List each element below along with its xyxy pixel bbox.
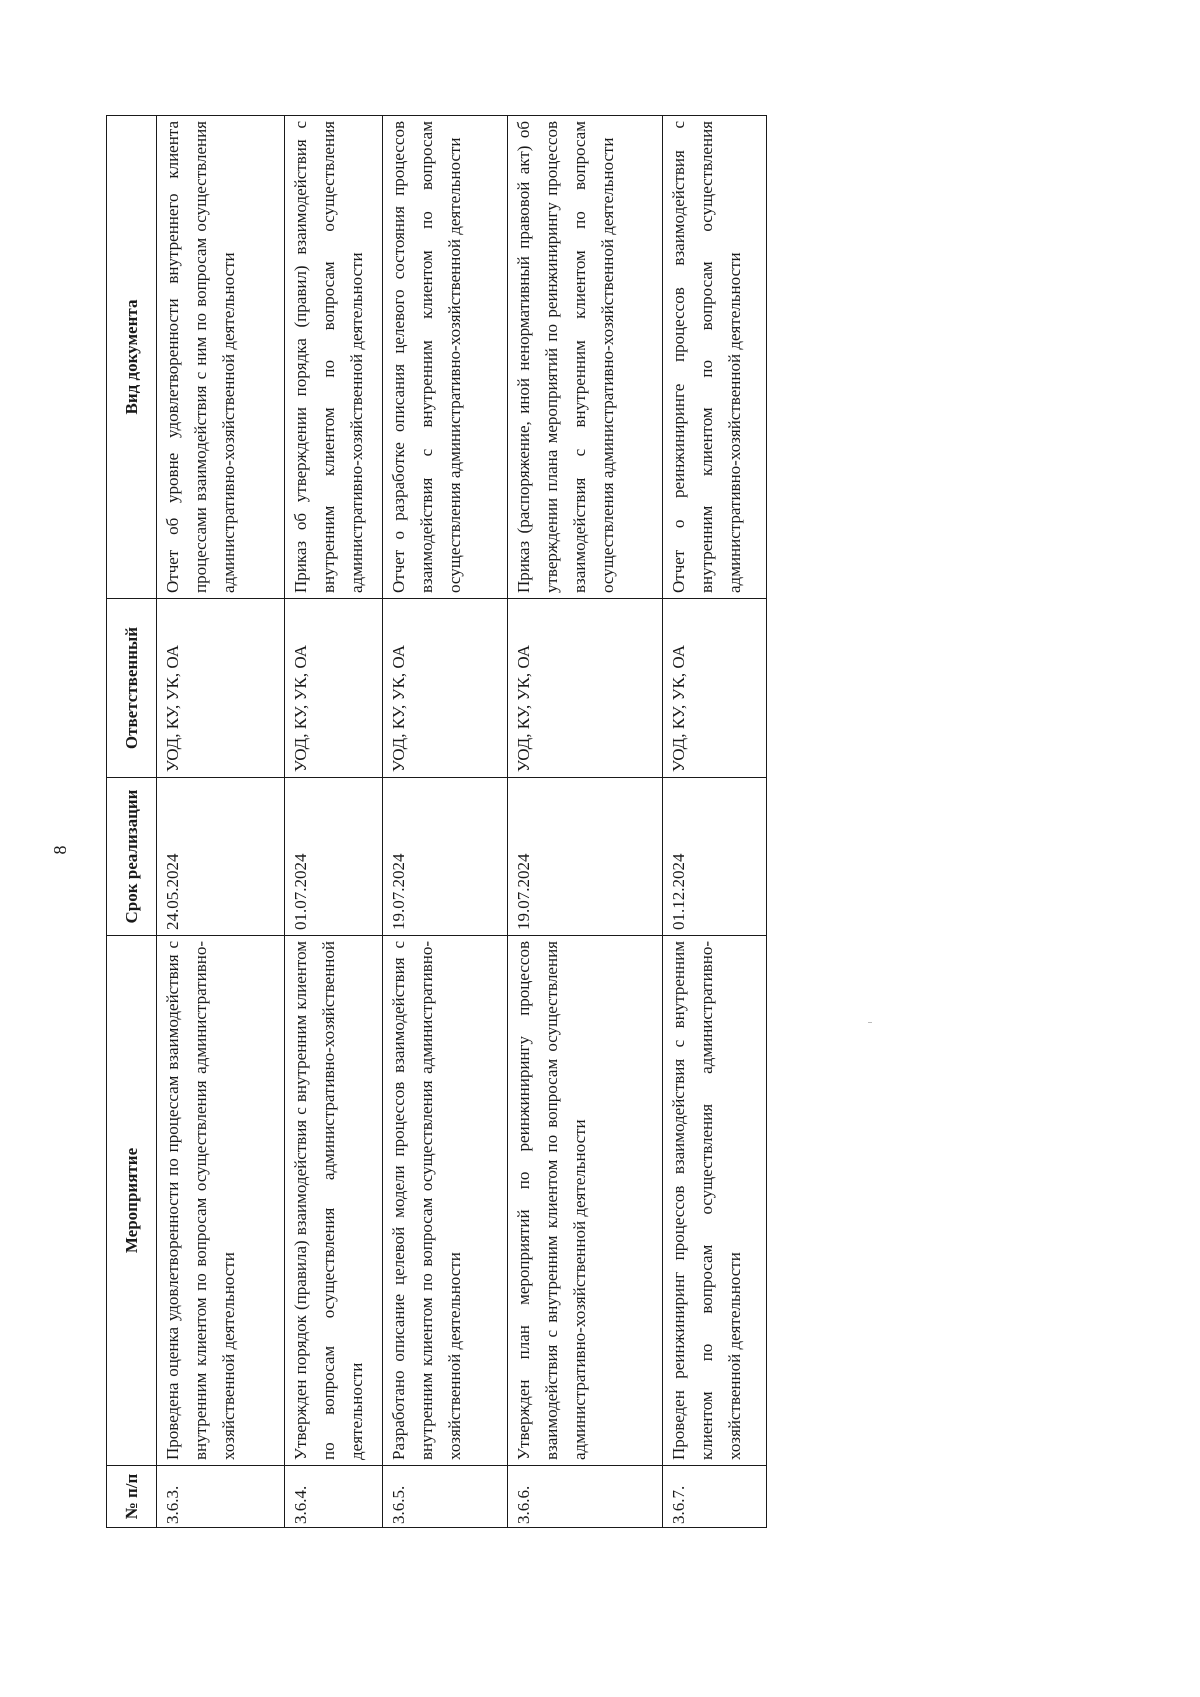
cell-number: 3.6.6. xyxy=(508,1466,663,1528)
cell-responsible: УОД, КУ, УК, ОА xyxy=(508,599,663,778)
cell-event: Разработано описание целевой модели процессов взаимодействия с внутренним клиентом по вопросам осуществления административно-хозяйственной деятельности xyxy=(383,936,508,1466)
cell-document: Отчет о реинжиниринге процессов взаимодействия с внутренним клиентом по вопросам осуществления административно-хозяйственной деятельности xyxy=(663,116,767,599)
header-number: № п/п xyxy=(107,1466,157,1528)
cell-responsible: УОД, КУ, УК, ОА xyxy=(157,599,285,778)
cell-number: 3.6.7. xyxy=(663,1466,767,1528)
cell-number: 3.6.4. xyxy=(285,1466,383,1528)
cell-responsible: УОД, КУ, УК, ОА xyxy=(663,599,767,778)
cell-document: Приказ об утверждении порядка (правил) взаимодействия с внутренним клиентом по вопросам осуществления административно-хозяйственной деятельности xyxy=(285,116,383,599)
activity-plan-table xyxy=(106,115,767,1528)
rotated-table-wrapper xyxy=(106,116,766,1528)
cell-event: Утвержден план мероприятий по реинжинирингу процессов взаимодействия с внутренним клиентом по вопросам осуществления административно-хозяйственной деятельности xyxy=(508,936,663,1466)
table-row xyxy=(663,116,767,1528)
cell-deadline: 19.07.2024 xyxy=(383,778,508,936)
header-document: Вид документа xyxy=(107,116,157,599)
scan-speck xyxy=(868,1022,872,1023)
header-responsible: Ответственный xyxy=(107,599,157,778)
cell-event: Проведен реинжиниринг процессов взаимодействия с внутренним клиентом по вопросам осуществления административно-хозяйственной деятельности xyxy=(663,936,767,1466)
table-row xyxy=(508,116,663,1528)
cell-event: Проведена оценка удовлетворенности по процессам взаимодействия с внутренним клиентом по вопросам осуществления административно-хозяйственной деятельности xyxy=(157,936,285,1466)
cell-deadline: 01.07.2024 xyxy=(285,778,383,936)
table-header-row xyxy=(107,116,157,1528)
cell-document: Отчет об уровне удовлетворенности внутреннего клиента процессами взаимодействия с ним по вопросам осуществления административно-хозяйственной деятельности xyxy=(157,116,285,599)
table-row xyxy=(157,116,285,1528)
cell-number: 3.6.5. xyxy=(383,1466,508,1528)
cell-number: 3.6.3. xyxy=(157,1466,285,1528)
header-event: Мероприятие xyxy=(107,936,157,1466)
cell-responsible: УОД, КУ, УК, ОА xyxy=(383,599,508,778)
page-number: 8 xyxy=(50,845,70,855)
cell-deadline: 19.07.2024 xyxy=(508,778,663,936)
header-deadline: Срок реализации xyxy=(107,778,157,936)
table-row xyxy=(285,116,383,1528)
cell-document: Отчет о разработке описания целевого состояния процессов взаимодействия с внутренним клиентом по вопросам осуществления административно-хозяйственной деятельности xyxy=(383,116,508,599)
cell-deadline: 01.12.2024 xyxy=(663,778,767,936)
cell-deadline: 24.05.2024 xyxy=(157,778,285,936)
cell-document: Приказ (распоряжение, иной ненормативный правовой акт) об утверждении плана мероприятий по реинжинирингу процессов взаимодействия с внутренним клиентом по вопросам осуществления административно-хозяйственной деятельности xyxy=(508,116,663,599)
cell-responsible: УОД, КУ, УК, ОА xyxy=(285,599,383,778)
table-row xyxy=(383,116,508,1528)
cell-event: Утвержден порядок (правила) взаимодействия с внутренним клиентом по вопросам осуществления административно-хозяйственной деятельности xyxy=(285,936,383,1466)
